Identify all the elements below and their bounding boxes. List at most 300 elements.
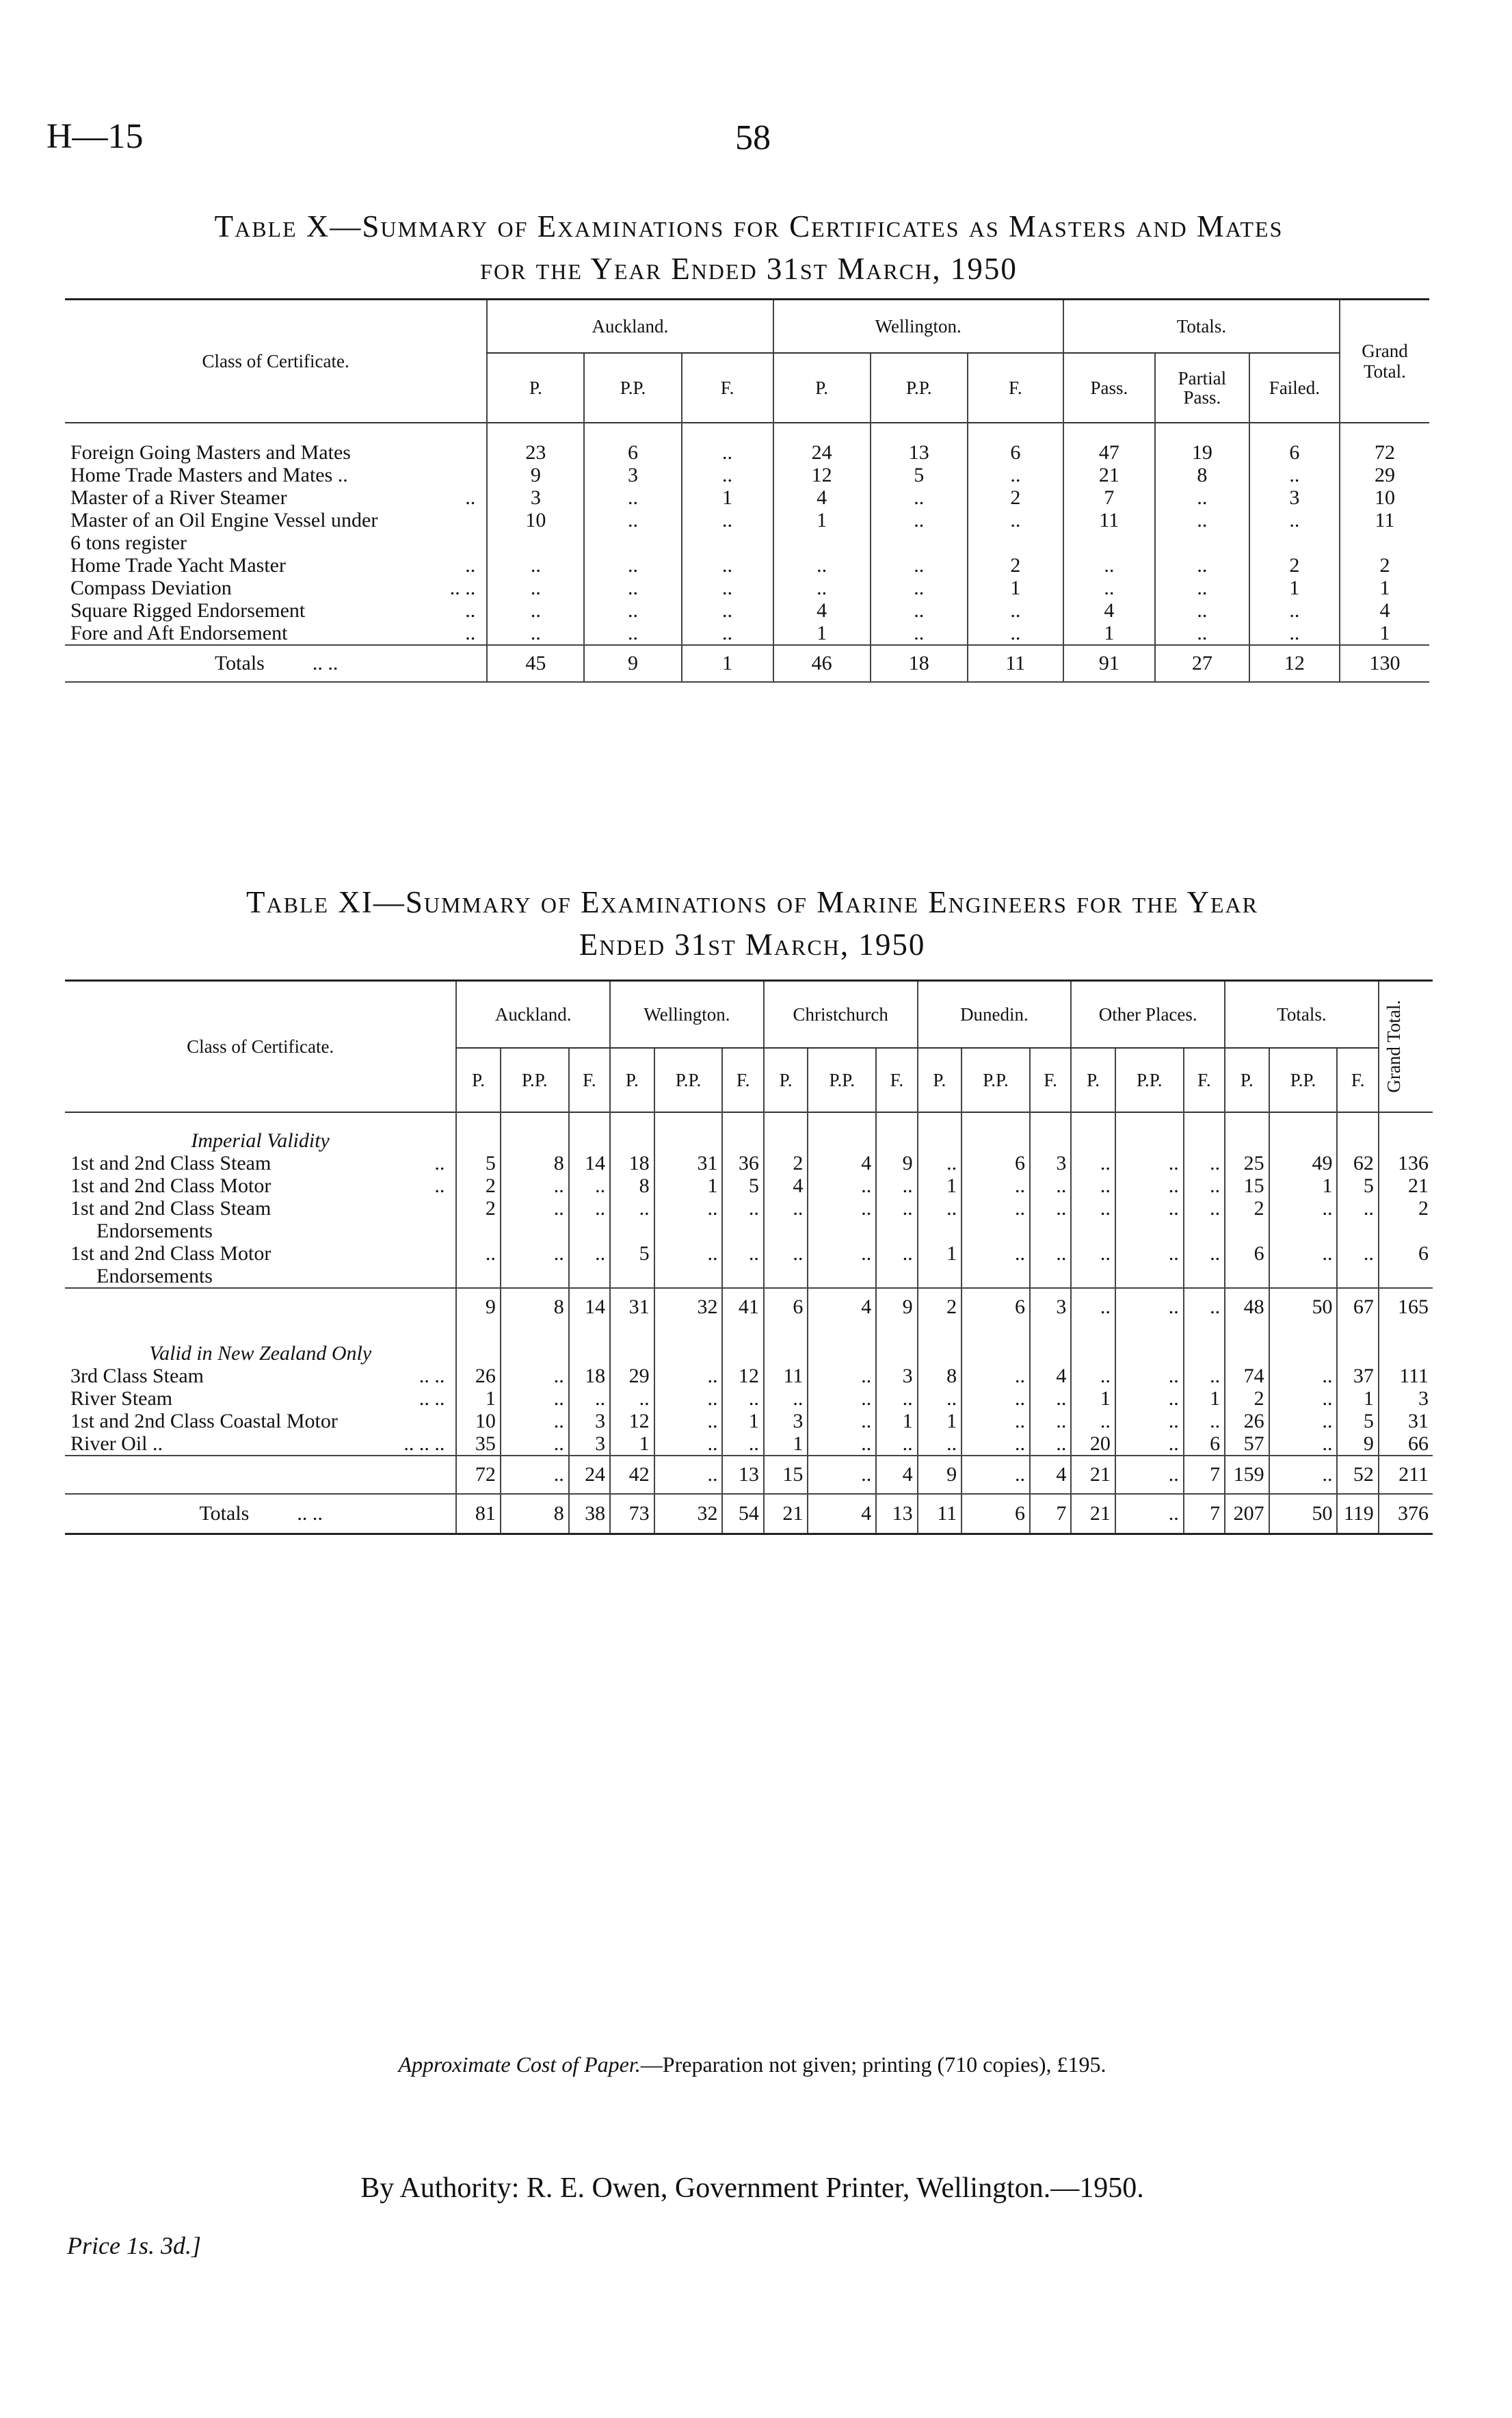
table-cell: .. — [808, 1174, 876, 1197]
table-cell — [1337, 1112, 1378, 1152]
table-cell: .. — [1030, 1197, 1071, 1220]
row-label — [65, 423, 487, 464]
row-label-text: Endorsements — [96, 1265, 213, 1287]
subtotal-label — [65, 1288, 456, 1326]
table-cell — [876, 1326, 917, 1365]
table-cell: 5 — [871, 464, 968, 486]
table-cell: .. — [501, 1432, 569, 1456]
row-label-text: Home Trade Yacht Master — [70, 554, 286, 577]
table-cell: .. — [1184, 1410, 1225, 1432]
subtotal-cell: 9 — [918, 1456, 962, 1494]
row-label-text: River Oil .. — [70, 1432, 163, 1455]
sub-dunedin-p: P. — [918, 1048, 962, 1112]
row-label-text: 1st and 2nd Class Coastal Motor — [70, 1410, 338, 1432]
table-cell: 3 — [764, 1410, 808, 1432]
row-label — [65, 486, 487, 509]
table-cell — [764, 1265, 808, 1288]
table-cell: 25 — [1225, 1152, 1269, 1174]
table-row — [65, 622, 1429, 645]
table-cell — [764, 1112, 808, 1152]
table-cell — [1184, 1326, 1225, 1365]
table-cell — [1379, 1326, 1433, 1365]
table-cell: 36 — [722, 1152, 763, 1174]
table-cell: 19 — [1155, 423, 1249, 464]
table-cell: .. — [682, 554, 773, 577]
table-cell: .. — [961, 1432, 1030, 1456]
table-cell: 74 — [1225, 1365, 1269, 1387]
subtotal-cell: 13 — [722, 1456, 763, 1494]
col-class-of-certificate: Class of Certificate. — [187, 1036, 334, 1057]
table-cell: 3 — [876, 1365, 917, 1387]
table-cell — [1225, 1112, 1269, 1152]
table-cell: 66 — [1379, 1432, 1433, 1456]
table-xi-title-line1: Table XI—Summary of Examinations of Marine Engineers for the Year — [246, 885, 1258, 919]
table-cell: 2 — [968, 486, 1063, 509]
table-cell — [871, 531, 968, 554]
table-cell — [1249, 531, 1340, 554]
table-cell: .. — [584, 486, 681, 509]
table-cell: 37 — [1337, 1365, 1378, 1387]
table-cell: 49 — [1269, 1152, 1338, 1174]
table-cell: .. — [1249, 509, 1340, 531]
totals-cell: 7 — [1184, 1494, 1225, 1534]
table-cell: .. — [1269, 1387, 1338, 1410]
subtotal-cell: 42 — [610, 1456, 654, 1494]
table-xi-title-line2: Ended 31st March, 1950 — [579, 928, 926, 962]
table-cell — [1071, 1326, 1115, 1365]
table-cell: .. — [722, 1197, 763, 1220]
table-cell: 21 — [1063, 464, 1155, 486]
table-xi-body — [65, 1112, 1433, 1534]
table-cell: 23 — [487, 423, 584, 464]
sub-wellington-pp: P.P. — [654, 1048, 723, 1112]
table-cell: .. — [487, 599, 584, 622]
section-valid-in-nz-only — [65, 1326, 1433, 1365]
table-cell: .. — [961, 1174, 1030, 1197]
table-cell — [1269, 1220, 1338, 1242]
table-cell: 15 — [1225, 1174, 1269, 1197]
row-label — [65, 509, 487, 531]
totals-cell: 91 — [1063, 645, 1155, 682]
table-cell: 9 — [487, 464, 584, 486]
totals-cell: 21 — [764, 1494, 808, 1534]
section-imperial-validity-label: Imperial Validity — [191, 1129, 330, 1152]
table-cell: 2 — [1379, 1197, 1433, 1220]
totals-cell: 46 — [773, 645, 871, 682]
table-row — [65, 577, 1429, 599]
table-cell: 5 — [1337, 1174, 1378, 1197]
sub-auckland-f: F. — [682, 353, 773, 423]
sub-wellington-pp: P.P. — [871, 353, 968, 423]
sub-wellington-f: F. — [722, 1048, 763, 1112]
leader-dots: .. — [465, 622, 476, 644]
table-cell — [1115, 1220, 1184, 1242]
table-cell: .. — [584, 577, 681, 599]
table-cell: 3 — [584, 464, 681, 486]
sub-wellington-p: P. — [610, 1048, 654, 1112]
table-cell: .. — [1184, 1174, 1225, 1197]
subtotal-cell: .. — [1071, 1288, 1115, 1326]
sub-totals-failed: Failed. — [1249, 353, 1340, 423]
totals-row — [65, 1494, 1433, 1534]
totals-cell: 11 — [968, 645, 1063, 682]
table-cell: .. — [871, 486, 968, 509]
table-cell: .. — [918, 1197, 962, 1220]
table-cell — [808, 1326, 876, 1365]
table-cell — [1225, 1326, 1269, 1365]
table-cell — [722, 1265, 763, 1288]
table-cell: .. — [654, 1242, 723, 1265]
price: Price 1s. 3d.] — [67, 2232, 201, 2259]
table-cell: .. — [487, 577, 584, 599]
table-cell: .. — [918, 1387, 962, 1410]
leader-dots: .. .. — [419, 1387, 445, 1410]
table-cell: .. — [1155, 577, 1249, 599]
totals-cell: 45 — [487, 645, 584, 682]
subtotal-cell: 41 — [722, 1288, 763, 1326]
table-cell: .. — [876, 1174, 917, 1197]
table-cell: .. — [1184, 1365, 1225, 1387]
table-cell: .. — [610, 1197, 654, 1220]
row-label-text: Square Rigged Endorsement — [70, 599, 306, 622]
table-cell: .. — [569, 1197, 610, 1220]
table-cell: 1 — [654, 1174, 723, 1197]
row-label-text: Foreign Going Masters and Mates — [70, 441, 351, 464]
table-cell: 11 — [764, 1365, 808, 1387]
table-cell: .. — [773, 577, 871, 599]
sub-totals-p: P. — [1225, 1048, 1269, 1112]
table-cell: .. — [968, 599, 1063, 622]
table-cell: .. — [682, 423, 773, 464]
sub-other-places-pp: P.P. — [1115, 1048, 1184, 1112]
table-row — [65, 423, 1429, 464]
table-cell: .. — [764, 1242, 808, 1265]
table-cell — [968, 531, 1063, 554]
table-cell: .. — [1071, 1365, 1115, 1387]
totals-cell: 13 — [876, 1494, 917, 1534]
leader-dots: .. .. .. — [403, 1432, 445, 1455]
table-cell: .. — [501, 1410, 569, 1432]
table-cell: 12 — [610, 1410, 654, 1432]
row-label — [65, 1197, 456, 1220]
row-label-text: 6 tons register — [70, 531, 187, 554]
table-cell: .. — [808, 1432, 876, 1456]
totals-label-text: Totals — [214, 652, 265, 674]
table-cell: .. — [1184, 1152, 1225, 1174]
table-cell: 2 — [1249, 554, 1340, 577]
subtotal-cell: .. — [1115, 1456, 1184, 1494]
subtotal-cell: 9 — [456, 1288, 501, 1326]
table-cell: 2 — [764, 1152, 808, 1174]
group-totals: Totals. — [1063, 300, 1340, 354]
totals-cell: 12 — [1249, 645, 1340, 682]
subtotal-label — [65, 1456, 456, 1494]
table-cell — [654, 1326, 723, 1365]
table-cell: 6 — [1379, 1242, 1433, 1265]
table-cell: 6 — [584, 423, 681, 464]
table-cell: .. — [1249, 464, 1340, 486]
subtotal-cell: 211 — [1379, 1456, 1433, 1494]
table-cell — [487, 531, 584, 554]
table-cell: .. — [1030, 1174, 1071, 1197]
totals-cell: 54 — [722, 1494, 763, 1534]
table-cell: 1 — [773, 509, 871, 531]
table-cell: .. — [808, 1387, 876, 1410]
totals-cell: 1 — [682, 645, 773, 682]
table-cell — [1269, 1326, 1338, 1365]
table-cell — [610, 1112, 654, 1152]
table-cell — [1340, 531, 1429, 554]
table-cell: .. — [961, 1242, 1030, 1265]
table-cell: 1 — [1269, 1174, 1338, 1197]
table-cell: 1 — [1184, 1387, 1225, 1410]
totals-cell: 6 — [961, 1494, 1030, 1534]
sub-christchurch-p: P. — [764, 1048, 808, 1112]
table-cell: .. — [569, 1387, 610, 1410]
row-label — [65, 622, 487, 645]
table-cell: 4 — [1030, 1365, 1071, 1387]
table-cell: 62 — [1337, 1152, 1378, 1174]
table-cell: 6 — [1225, 1242, 1269, 1265]
subtotal-cell: .. — [1184, 1288, 1225, 1326]
table-cell: .. — [1030, 1387, 1071, 1410]
totals-cell: 38 — [569, 1494, 610, 1534]
table-cell: .. — [918, 1432, 962, 1456]
table-cell — [722, 1220, 763, 1242]
table-cell: 7 — [1063, 486, 1155, 509]
table-cell: 26 — [456, 1365, 501, 1387]
table-cell: 24 — [773, 423, 871, 464]
sub-wellington-p: P. — [773, 353, 871, 423]
table-cell — [456, 1112, 501, 1152]
table-cell — [610, 1326, 654, 1365]
group-christchurch: Christchurch — [764, 981, 918, 1049]
row-label-text: 3rd Class Steam — [70, 1365, 204, 1387]
table-cell: 11 — [1340, 509, 1429, 531]
table-cell: .. — [961, 1197, 1030, 1220]
row-label — [65, 1365, 456, 1387]
table-cell — [1030, 1220, 1071, 1242]
sub-auckland-p: P. — [456, 1048, 501, 1112]
table-x-body — [65, 423, 1429, 682]
table-cell: .. — [584, 599, 681, 622]
totals-cell: 50 — [1269, 1494, 1338, 1534]
table-cell: 2 — [968, 554, 1063, 577]
table-cell — [918, 1112, 962, 1152]
table-cell: .. — [1063, 577, 1155, 599]
table-cell: 136 — [1379, 1152, 1433, 1174]
table-cell: 8 — [1155, 464, 1249, 486]
table-cell: .. — [1115, 1387, 1184, 1410]
table-cell: .. — [871, 577, 968, 599]
sub-dunedin-pp: P.P. — [961, 1048, 1030, 1112]
table-cell: 2 — [456, 1174, 501, 1197]
table-cell: .. — [654, 1365, 723, 1387]
table-cell: .. — [610, 1387, 654, 1410]
table-cell: .. — [876, 1197, 917, 1220]
table-row — [65, 1174, 1433, 1197]
totals-row — [65, 645, 1429, 682]
table-cell: .. — [918, 1152, 962, 1174]
table-cell: .. — [1269, 1432, 1338, 1456]
table-cell: 5 — [456, 1152, 501, 1174]
sub-other-places-p: P. — [1071, 1048, 1115, 1112]
table-cell: 13 — [871, 423, 968, 464]
table-cell: .. — [1155, 554, 1249, 577]
table-cell: .. — [1071, 1152, 1115, 1174]
table-cell — [1063, 531, 1155, 554]
table-cell — [773, 531, 871, 554]
table-cell: .. — [1269, 1197, 1338, 1220]
table-cell: .. — [1115, 1174, 1184, 1197]
table-cell: 26 — [1225, 1410, 1269, 1432]
table-cell: .. — [654, 1197, 723, 1220]
table-cell: .. — [1155, 599, 1249, 622]
table-cell: 6 — [1184, 1432, 1225, 1456]
table-cell: .. — [1184, 1197, 1225, 1220]
table-cell: 20 — [1071, 1432, 1115, 1456]
table-cell: .. — [1030, 1410, 1071, 1432]
table-cell: .. — [1030, 1242, 1071, 1265]
cost-label: Approximate Cost of Paper. — [398, 2052, 641, 2077]
table-row — [65, 486, 1429, 509]
sub-auckland-f: F. — [569, 1048, 610, 1112]
subtotal-cell: 72 — [456, 1456, 501, 1494]
table-cell — [654, 1112, 723, 1152]
group-wellington: Wellington. — [610, 981, 764, 1049]
subtotal-cell: 50 — [1269, 1288, 1338, 1326]
table-cell: .. — [764, 1197, 808, 1220]
sub-totals-f: F. — [1337, 1048, 1378, 1112]
table-cell: 2 — [1225, 1197, 1269, 1220]
table-cell: .. — [1071, 1242, 1115, 1265]
table-cell: .. — [501, 1365, 569, 1387]
table-cell: 57 — [1225, 1432, 1269, 1456]
table-cell: .. — [968, 464, 1063, 486]
table-cell: .. — [1269, 1410, 1338, 1432]
subtotal-cell: .. — [961, 1456, 1030, 1494]
table-cell: 4 — [764, 1174, 808, 1197]
row-label — [65, 1265, 456, 1288]
row-label — [65, 1387, 456, 1410]
table-cell — [961, 1112, 1030, 1152]
totals-label — [65, 645, 487, 682]
table-row — [65, 1410, 1433, 1432]
table-cell: 1 — [722, 1410, 763, 1432]
leader-dots: .. — [465, 599, 476, 622]
table-cell — [569, 1112, 610, 1152]
table-cell: 5 — [722, 1174, 763, 1197]
leader-dots: .. .. — [297, 1502, 323, 1525]
table-x-title — [68, 205, 1429, 290]
table-cell: .. — [1155, 622, 1249, 645]
subtotal-cell: 31 — [610, 1288, 654, 1326]
table-cell: .. — [569, 1174, 610, 1197]
sub-christchurch-pp: P.P. — [808, 1048, 876, 1112]
table-cell: 4 — [808, 1152, 876, 1174]
table-cell: .. — [682, 509, 773, 531]
table-cell: 3 — [1249, 486, 1340, 509]
subtotal-cell: 32 — [654, 1288, 723, 1326]
table-cell: 1 — [1337, 1387, 1378, 1410]
col-class-of-certificate: Class of Certificate. — [202, 350, 349, 371]
table-row — [65, 1242, 1433, 1265]
table-cell: 29 — [1340, 464, 1429, 486]
table-cell — [1225, 1265, 1269, 1288]
subtotal-cell: 48 — [1225, 1288, 1269, 1326]
group-auckland: Auckland. — [456, 981, 610, 1049]
row-label-text: River Steam — [70, 1387, 173, 1410]
table-cell: .. — [1269, 1242, 1338, 1265]
table-cell — [764, 1326, 808, 1365]
totals-cell: 32 — [654, 1494, 723, 1534]
table-xi-title — [109, 881, 1395, 966]
table-cell: 2 — [1340, 554, 1429, 577]
subtotal-cell: .. — [501, 1456, 569, 1494]
table-cell: .. — [654, 1432, 723, 1456]
totals-cell: 207 — [1225, 1494, 1269, 1534]
table-cell — [501, 1326, 569, 1365]
table-cell — [501, 1220, 569, 1242]
table-cell — [876, 1265, 917, 1288]
subtotal-cell: 8 — [501, 1288, 569, 1326]
row-label-text: 1st and 2nd Class Motor — [70, 1242, 271, 1265]
row-label-text: Compass Deviation — [70, 577, 232, 599]
table-cell — [1379, 1265, 1433, 1288]
table-cell: .. — [876, 1387, 917, 1410]
table-cell: 6 — [961, 1152, 1030, 1174]
section-valid-in-nz-only-label: Valid in New Zealand Only — [149, 1342, 372, 1365]
totals-cell: 119 — [1337, 1494, 1378, 1534]
table-cell: 12 — [773, 464, 871, 486]
row-label — [65, 1432, 456, 1456]
table-cell — [722, 1112, 763, 1152]
totals-cell: 9 — [584, 645, 681, 682]
table-cell — [1071, 1265, 1115, 1288]
table-cell: .. — [871, 622, 968, 645]
row-label-text: 1st and 2nd Class Steam — [70, 1152, 271, 1174]
table-cell: 14 — [569, 1152, 610, 1174]
table-cell: .. — [1071, 1197, 1115, 1220]
table-cell: 1 — [1340, 577, 1429, 599]
table-cell: .. — [871, 509, 968, 531]
table-cell: 1 — [773, 622, 871, 645]
table-cell: 5 — [1337, 1410, 1378, 1432]
table-cell — [808, 1220, 876, 1242]
table-cell: 11 — [1063, 509, 1155, 531]
subtotal-row-nz-only — [65, 1456, 1433, 1494]
group-other-places: Other Places. — [1071, 981, 1225, 1049]
table-cell — [569, 1220, 610, 1242]
table-cell: 1 — [1063, 622, 1155, 645]
table-row — [65, 599, 1429, 622]
table-cell — [456, 1220, 501, 1242]
subtotal-cell: .. — [654, 1456, 723, 1494]
row-label — [65, 1174, 456, 1197]
sub-dunedin-f: F. — [1030, 1048, 1071, 1112]
table-cell — [876, 1220, 917, 1242]
subtotal-cell: 4 — [808, 1288, 876, 1326]
table-cell: 29 — [610, 1365, 654, 1387]
totals-cell: 376 — [1379, 1494, 1433, 1534]
table-cell: .. — [584, 622, 681, 645]
document-reference: H—15 — [47, 117, 144, 156]
table-cell — [961, 1265, 1030, 1288]
subtotal-cell: .. — [1269, 1456, 1338, 1494]
row-label — [65, 599, 487, 622]
table-cell: .. — [722, 1432, 763, 1456]
table-cell: .. — [1115, 1365, 1184, 1387]
